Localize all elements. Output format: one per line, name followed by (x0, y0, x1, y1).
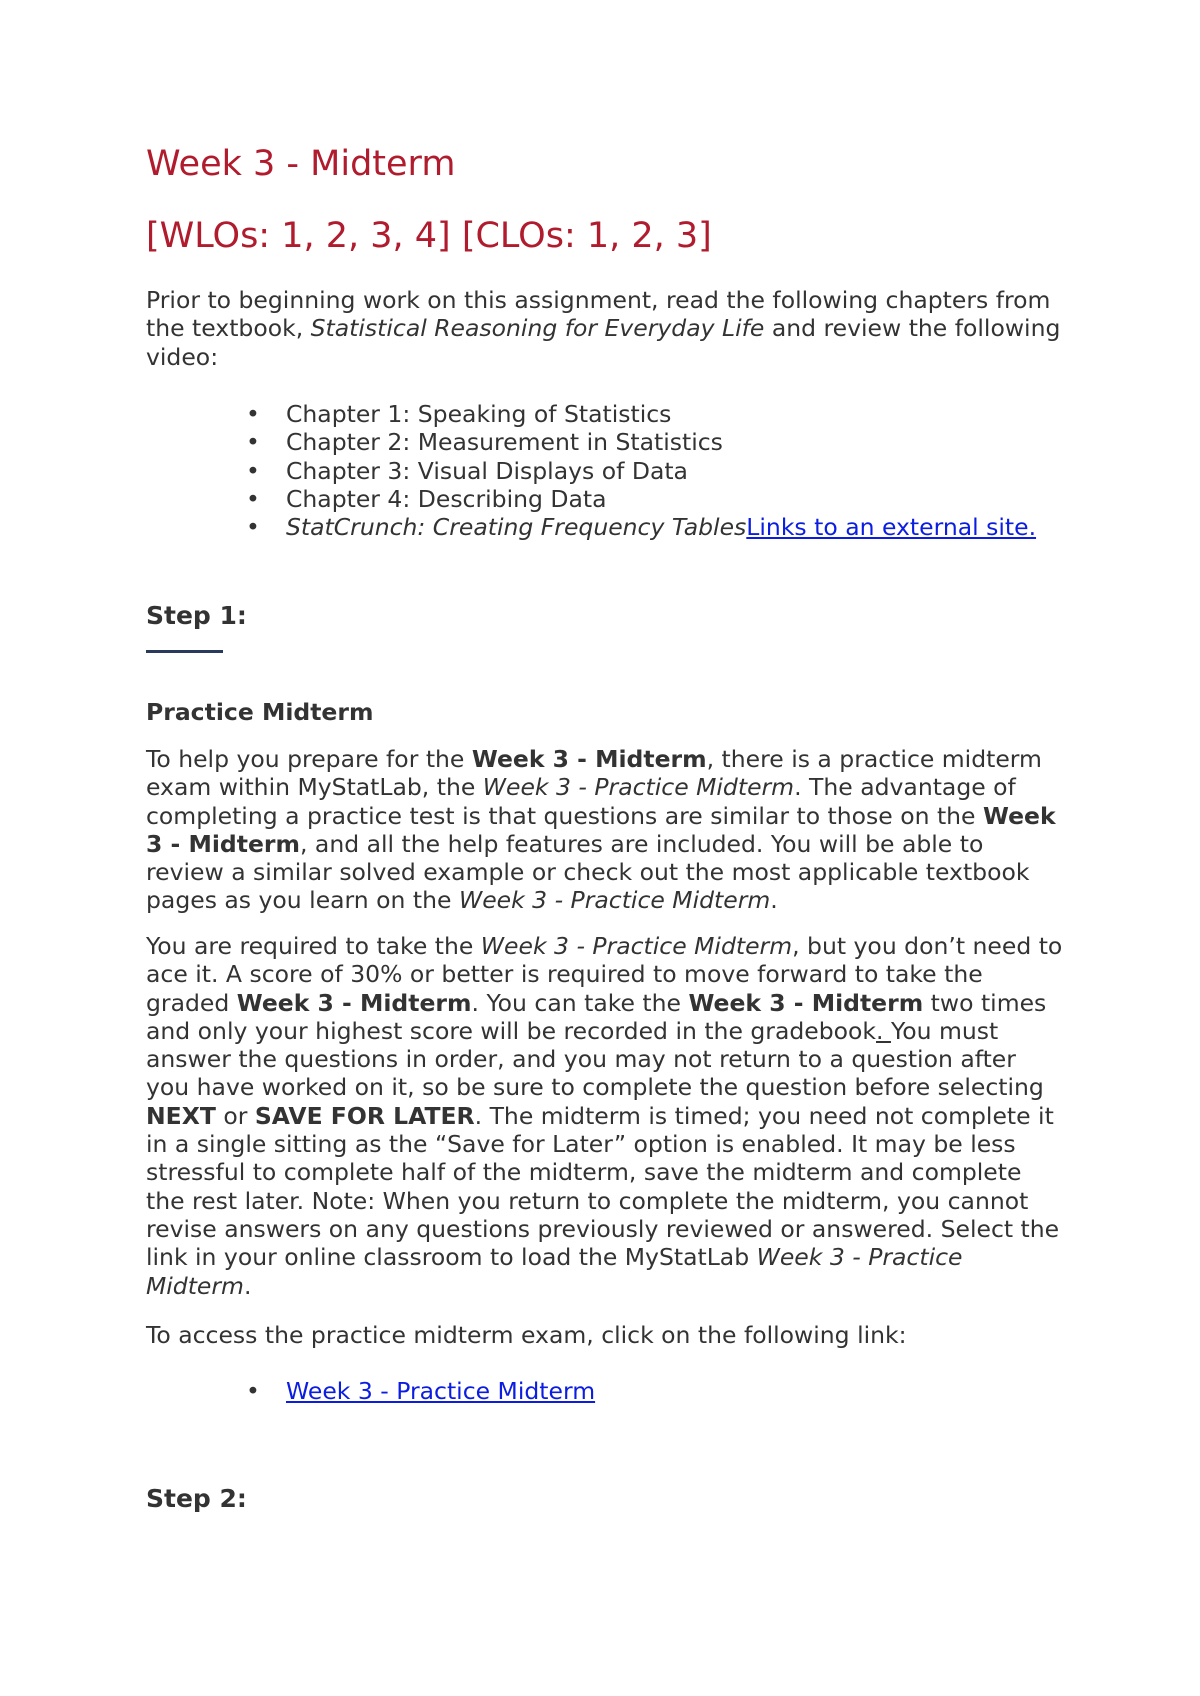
intro-paragraph: Prior to beginning work on this assignment, read the following chapters from the textbook, Statistical Reasoning for Everyday Life and review the following video: (146, 286, 1061, 371)
list-item: • Chapter 2: Measurement in Statistics (246, 428, 723, 457)
practice-link-list (146, 1377, 1066, 1405)
list-item: • Chapter 3: Visual Displays of Data (246, 456, 688, 485)
practice-paragraph-2: You are required to take the Week 3 - Practice Midterm, but you don’t need to ace it. A score of 30% or better is required to move forward to take the graded Week 3 - Midterm. You can take the Week 3 - Midterm two times and only your highest score will be recorded in the gradebook. You must answer the questions in order, and you may not return to a question after you have worked on it, so be sure to complete the question before selecting NEXT or SAVE FOR LATER. The midterm is timed; you need not complete it in a single sitting as the “Save for Later” option is enabled. It may be less stressful to complete half of the midterm, save the midterm and complete the rest later. Note: When you return to complete the midterm, you cannot revise answers on any questions previously reviewed or answered. Select the link in your online classroom to load the MyStatLab Week 3 - Practice Midterm. (146, 932, 1063, 1300)
video-title: StatCrunch: Creating Frequency Tables (286, 513, 747, 542)
page-title: Week 3 - Midterm (146, 144, 456, 184)
list-item: • Chapter 4: Describing Data (246, 484, 607, 513)
list-item: • StatCrunch: Creating Frequency TablesLinks to an external site. (246, 513, 1037, 542)
textbook-title: Statistical Reasoning for Everyday Life (310, 314, 765, 343)
list-item: • Chapter 1: Speaking of Statistics (246, 400, 672, 428)
reading-list (146, 400, 1066, 541)
list-item: • Week 3 - Practice Midterm (246, 1377, 596, 1405)
step-1-heading: Step 1: (146, 601, 247, 630)
practice-link-intro: To access the practice midterm exam, click on the following link: (146, 1321, 907, 1349)
external-site-link[interactable]: Links to an external site. (746, 513, 1037, 542)
practice-paragraph-1: To help you prepare for the Week 3 - Midterm, there is a practice midterm exam within MyStatLab, the Week 3 - Practice Midterm. The advantage of completing a practice test is that questions are similar to those on the Week 3 - Midterm, and all the help features are included. You will be able to review a similar solved example or check out the most applicable textbook pages as you learn on the Week 3 - Practice Midterm. (146, 745, 1056, 915)
step-1-divider (146, 650, 223, 653)
practice-midterm-heading: Practice Midterm (146, 698, 374, 726)
learning-outcomes: [WLOs: 1, 2, 3, 4] [CLOs: 1, 2, 3] (146, 216, 712, 256)
step-2-heading: Step 2: (146, 1484, 247, 1513)
practice-midterm-link[interactable]: Week 3 - Practice Midterm (286, 1377, 596, 1405)
